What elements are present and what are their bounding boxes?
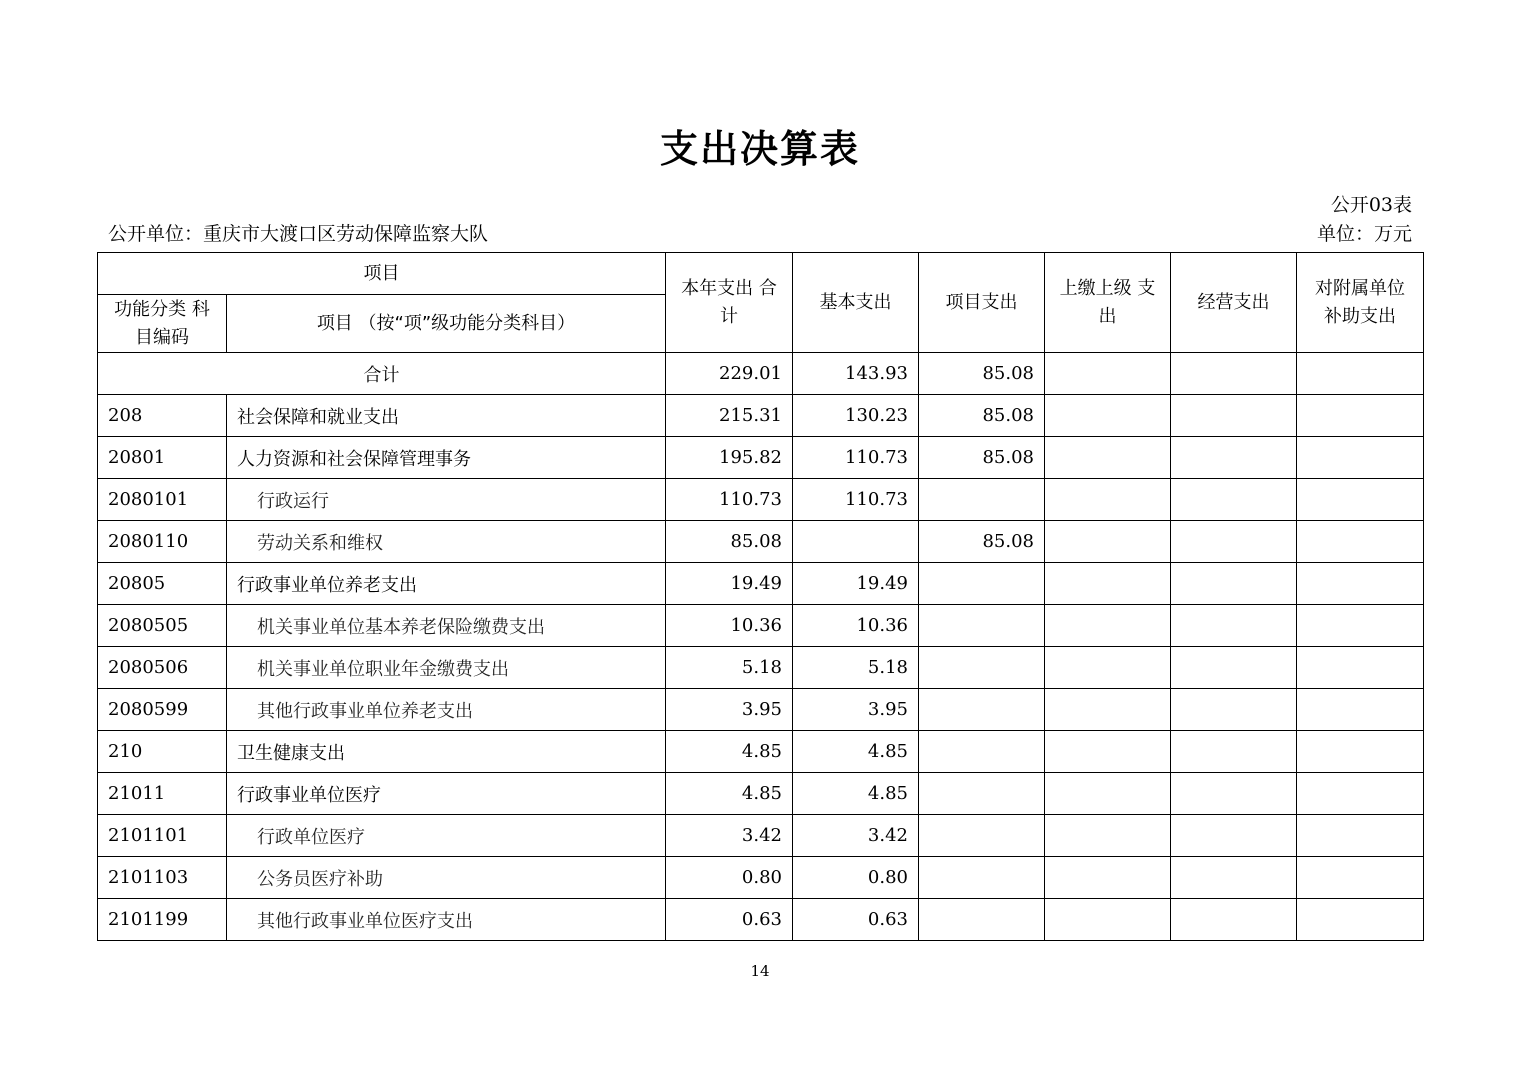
subsidy-cell bbox=[1297, 395, 1424, 437]
subsidy-cell bbox=[1297, 563, 1424, 605]
project-cell: 85.08 bbox=[919, 521, 1045, 563]
total-cell: 3.95 bbox=[666, 689, 793, 731]
basic-cell: 4.85 bbox=[793, 773, 919, 815]
table-body bbox=[98, 353, 1424, 941]
upper-cell bbox=[1045, 689, 1171, 731]
item-name-cell: 行政事业单位养老支出 bbox=[227, 563, 666, 605]
business-cell bbox=[1171, 353, 1297, 395]
header-project: 项目支出 bbox=[919, 253, 1045, 353]
code-cell: 210 bbox=[98, 731, 227, 773]
basic-cell: 110.73 bbox=[793, 437, 919, 479]
table-row bbox=[98, 437, 1424, 479]
project-cell bbox=[919, 899, 1045, 941]
item-name-cell: 其他行政事业单位养老支出 bbox=[227, 689, 666, 731]
subsidy-cell bbox=[1297, 605, 1424, 647]
business-cell bbox=[1171, 605, 1297, 647]
business-cell bbox=[1171, 521, 1297, 563]
upper-cell bbox=[1045, 605, 1171, 647]
code-cell: 2080110 bbox=[98, 521, 227, 563]
project-cell: 85.08 bbox=[919, 353, 1045, 395]
total-row bbox=[98, 353, 1424, 395]
project-cell: 85.08 bbox=[919, 395, 1045, 437]
subsidy-cell bbox=[1297, 521, 1424, 563]
expenditure-table bbox=[97, 252, 1424, 941]
item-name-cell: 公务员医疗补助 bbox=[227, 857, 666, 899]
total-cell: 229.01 bbox=[666, 353, 793, 395]
item-name-cell: 行政事业单位医疗 bbox=[227, 773, 666, 815]
table-row bbox=[98, 395, 1424, 437]
code-cell: 21011 bbox=[98, 773, 227, 815]
total-cell: 4.85 bbox=[666, 731, 793, 773]
subsidy-cell bbox=[1297, 857, 1424, 899]
total-cell: 0.63 bbox=[666, 899, 793, 941]
code-cell: 2080506 bbox=[98, 647, 227, 689]
table-row bbox=[98, 479, 1424, 521]
total-cell: 0.80 bbox=[666, 857, 793, 899]
project-cell bbox=[919, 815, 1045, 857]
item-name-cell: 其他行政事业单位医疗支出 bbox=[227, 899, 666, 941]
currency-unit: 单位：万元 bbox=[1316, 223, 1412, 245]
basic-cell: 3.42 bbox=[793, 815, 919, 857]
item-name-cell: 社会保障和就业支出 bbox=[227, 395, 666, 437]
item-name-cell: 卫生健康支出 bbox=[227, 731, 666, 773]
subsidy-cell bbox=[1297, 479, 1424, 521]
code-cell: 2101101 bbox=[98, 815, 227, 857]
upper-cell bbox=[1045, 437, 1171, 479]
subsidy-cell bbox=[1297, 689, 1424, 731]
total-cell: 3.42 bbox=[666, 815, 793, 857]
project-cell bbox=[919, 563, 1045, 605]
table-row bbox=[98, 857, 1424, 899]
code-cell: 2080599 bbox=[98, 689, 227, 731]
upper-cell bbox=[1045, 647, 1171, 689]
business-cell bbox=[1171, 437, 1297, 479]
total-cell: 85.08 bbox=[666, 521, 793, 563]
project-cell bbox=[919, 479, 1045, 521]
upper-cell bbox=[1045, 521, 1171, 563]
project-cell bbox=[919, 605, 1045, 647]
basic-cell: 5.18 bbox=[793, 647, 919, 689]
table-row bbox=[98, 773, 1424, 815]
basic-cell: 130.23 bbox=[793, 395, 919, 437]
code-cell: 2101103 bbox=[98, 857, 227, 899]
table-row bbox=[98, 563, 1424, 605]
subsidy-cell bbox=[1297, 773, 1424, 815]
total-cell: 10.36 bbox=[666, 605, 793, 647]
code-cell: 2101199 bbox=[98, 899, 227, 941]
upper-cell bbox=[1045, 773, 1171, 815]
total-label: 合计 bbox=[98, 353, 666, 395]
subsidy-cell bbox=[1297, 731, 1424, 773]
basic-cell: 0.63 bbox=[793, 899, 919, 941]
table-row bbox=[98, 647, 1424, 689]
project-cell bbox=[919, 857, 1045, 899]
item-name-cell: 人力资源和社会保障管理事务 bbox=[227, 437, 666, 479]
project-cell bbox=[919, 731, 1045, 773]
subsidy-cell bbox=[1297, 353, 1424, 395]
business-cell bbox=[1171, 815, 1297, 857]
upper-cell bbox=[1045, 899, 1171, 941]
item-name-cell: 劳动关系和维权 bbox=[227, 521, 666, 563]
item-name-cell: 行政单位医疗 bbox=[227, 815, 666, 857]
table-row bbox=[98, 521, 1424, 563]
header-subsidy: 对附属单位 补助支出 bbox=[1297, 253, 1424, 353]
header-item: 项目 bbox=[98, 253, 666, 295]
business-cell bbox=[1171, 563, 1297, 605]
table-row bbox=[98, 689, 1424, 731]
header-name: 项目 （按“项”级功能分类科目） bbox=[227, 295, 666, 353]
subsidy-cell bbox=[1297, 647, 1424, 689]
code-cell: 20801 bbox=[98, 437, 227, 479]
header-code: 功能分类 科目编码 bbox=[98, 295, 227, 353]
header-basic: 基本支出 bbox=[793, 253, 919, 353]
business-cell bbox=[1171, 773, 1297, 815]
total-cell: 19.49 bbox=[666, 563, 793, 605]
reporting-unit: 公开单位：重庆市大渡口区劳动保障监察大队 bbox=[108, 223, 489, 245]
item-name-cell: 机关事业单位职业年金缴费支出 bbox=[227, 647, 666, 689]
header-business: 经营支出 bbox=[1171, 253, 1297, 353]
upper-cell bbox=[1045, 563, 1171, 605]
total-cell: 195.82 bbox=[666, 437, 793, 479]
upper-cell bbox=[1045, 731, 1171, 773]
basic-cell bbox=[793, 521, 919, 563]
basic-cell: 143.93 bbox=[793, 353, 919, 395]
code-cell: 2080505 bbox=[98, 605, 227, 647]
header-upper: 上缴上级 支出 bbox=[1045, 253, 1171, 353]
basic-cell: 4.85 bbox=[793, 731, 919, 773]
business-cell bbox=[1171, 689, 1297, 731]
total-cell: 215.31 bbox=[666, 395, 793, 437]
subsidy-cell bbox=[1297, 437, 1424, 479]
business-cell bbox=[1171, 857, 1297, 899]
business-cell bbox=[1171, 731, 1297, 773]
total-cell: 4.85 bbox=[666, 773, 793, 815]
business-cell bbox=[1171, 899, 1297, 941]
project-cell bbox=[919, 773, 1045, 815]
item-name-cell: 机关事业单位基本养老保险缴费支出 bbox=[227, 605, 666, 647]
basic-cell: 110.73 bbox=[793, 479, 919, 521]
table-row bbox=[98, 815, 1424, 857]
upper-cell bbox=[1045, 353, 1171, 395]
table-row bbox=[98, 731, 1424, 773]
code-cell: 208 bbox=[98, 395, 227, 437]
upper-cell bbox=[1045, 857, 1171, 899]
code-cell: 2080101 bbox=[98, 479, 227, 521]
business-cell bbox=[1171, 647, 1297, 689]
code-cell: 20805 bbox=[98, 563, 227, 605]
business-cell bbox=[1171, 395, 1297, 437]
upper-cell bbox=[1045, 479, 1171, 521]
business-cell bbox=[1171, 479, 1297, 521]
table-header bbox=[98, 253, 1424, 353]
upper-cell bbox=[1045, 815, 1171, 857]
subsidy-cell bbox=[1297, 815, 1424, 857]
basic-cell: 19.49 bbox=[793, 563, 919, 605]
project-cell: 85.08 bbox=[919, 437, 1045, 479]
project-cell bbox=[919, 689, 1045, 731]
document-title: 支出决算表 bbox=[659, 127, 860, 171]
subsidy-cell bbox=[1297, 899, 1424, 941]
total-cell: 5.18 bbox=[666, 647, 793, 689]
total-cell: 110.73 bbox=[666, 479, 793, 521]
form-number: 公开03表 bbox=[1330, 194, 1412, 216]
item-name-cell: 行政运行 bbox=[227, 479, 666, 521]
table-row bbox=[98, 899, 1424, 941]
basic-cell: 3.95 bbox=[793, 689, 919, 731]
project-cell bbox=[919, 647, 1045, 689]
upper-cell bbox=[1045, 395, 1171, 437]
page-number: 14 bbox=[750, 962, 770, 980]
basic-cell: 0.80 bbox=[793, 857, 919, 899]
header-total: 本年支出 合计 bbox=[666, 253, 793, 353]
table-row bbox=[98, 605, 1424, 647]
basic-cell: 10.36 bbox=[793, 605, 919, 647]
